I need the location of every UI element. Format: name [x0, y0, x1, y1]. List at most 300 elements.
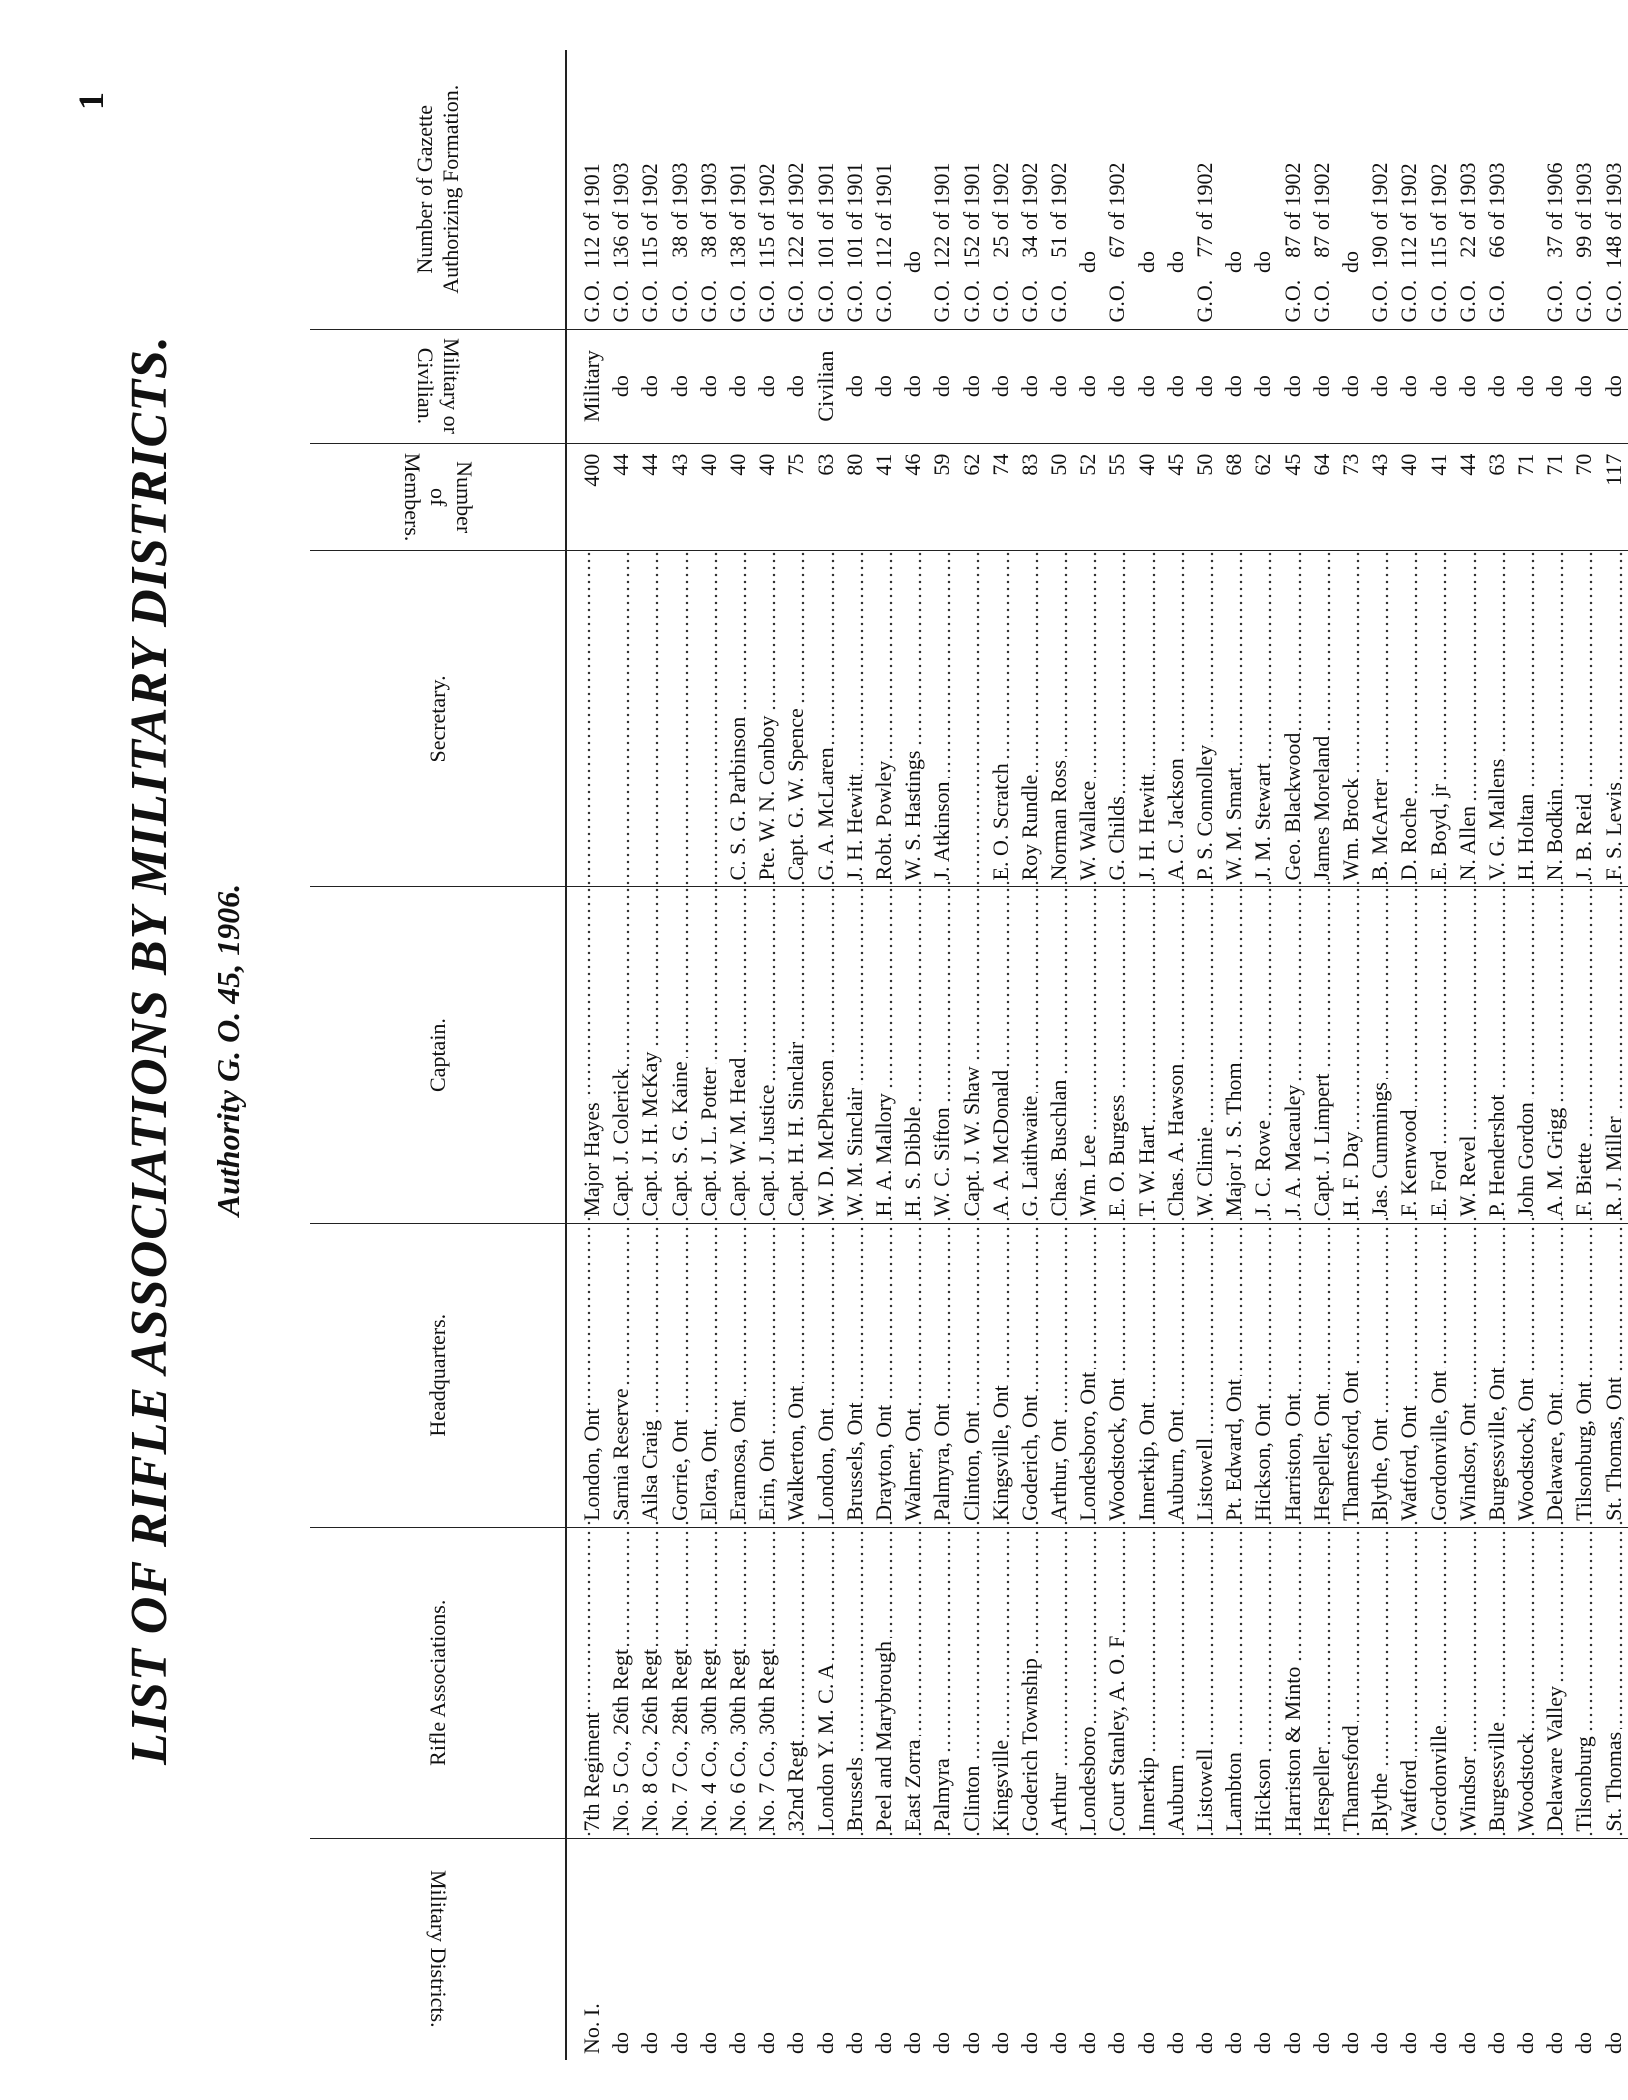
table-row: [1102, 50, 1131, 2060]
members-cell-text: 70: [1571, 453, 1597, 476]
military-civilian-cell: [723, 329, 752, 443]
headquarters-cell-text: London, Ont: [579, 1405, 604, 1520]
headquarters-cell-text: Watford, Ont: [1396, 1402, 1421, 1521]
association-cell: [956, 1527, 985, 1838]
secretary-cell-text: N. Allen: [1455, 803, 1480, 881]
headquarters-cell: [1190, 1223, 1219, 1527]
district-cell: [1569, 1838, 1598, 2060]
headquarters-cell: [956, 1223, 985, 1527]
captain-cell: [723, 887, 752, 1223]
military-civilian-cell-text: do: [666, 375, 692, 398]
secretary-cell-text: James Moreland: [1309, 733, 1334, 881]
members-cell-text: 40: [1396, 453, 1422, 476]
secretary-cell-text: C. S. G. Parbinson: [725, 714, 750, 881]
secretary-cell-text: J. H. Hewitt: [1134, 771, 1159, 880]
members-cell-text: 63: [812, 453, 838, 476]
header-captain: Captain.: [310, 887, 566, 1223]
military-civilian-cell-text: do: [608, 375, 634, 398]
gazette-cell-text: G.O. 190 of 1902: [1367, 162, 1393, 323]
gazette-cell-text: G.O. 148 of 1903: [1600, 162, 1626, 323]
secretary-cell: [840, 551, 869, 887]
military-civilian-cell: [566, 329, 606, 443]
gazette-cell: [1044, 50, 1073, 329]
association-cell-text: Hespeller: [1309, 1744, 1334, 1831]
headquarters-cell-text: Tilsonburg, Ont: [1571, 1379, 1596, 1521]
captain-cell-text: F. Kenwood: [1396, 1107, 1421, 1217]
secretary-cell-text: W. Wallace: [1075, 778, 1100, 881]
district-cell-text: do: [1425, 2032, 1451, 2054]
captain-cell-text: F. Biette: [1571, 1140, 1596, 1217]
members-cell-text: 45: [1279, 453, 1305, 476]
secretary-cell-text: Wm. Brock: [1338, 775, 1363, 881]
captain-cell-text: W. C. Sifton: [929, 1104, 954, 1216]
headquarters-cell: [723, 1223, 752, 1527]
military-civilian-cell: [1015, 329, 1044, 443]
table-row: [1394, 50, 1423, 2060]
headquarters-cell: [1511, 1223, 1540, 1527]
captain-cell-text: J. A. Macauley: [1280, 1082, 1305, 1217]
members-cell: [1540, 443, 1569, 551]
members-cell-text: 73: [1337, 453, 1363, 476]
table-row: [1423, 50, 1452, 2060]
district-cell: [927, 1838, 956, 2060]
secretary-cell-text: Capt. G. W. Spence: [783, 705, 808, 880]
district-cell: [1161, 1838, 1190, 2060]
military-civilian-cell: [1219, 329, 1248, 443]
secretary-cell: [606, 551, 635, 887]
secretary-cell: [1423, 551, 1452, 887]
district-cell: [1453, 1838, 1482, 2060]
gazette-cell-text: G.O. 122 of 1902: [783, 162, 809, 323]
headquarters-cell-text: Drayton, Ont: [871, 1402, 896, 1521]
association-cell: [1102, 1527, 1131, 1838]
headquarters-cell-text: Innerkip, Ont: [1134, 1399, 1159, 1521]
association-cell: [1219, 1527, 1248, 1838]
table-row: [723, 50, 752, 2060]
military-civilian-cell-text: do: [1221, 375, 1247, 398]
secretary-cell: [1132, 551, 1161, 887]
captain-cell: [1190, 887, 1219, 1223]
headquarters-cell: [1248, 1223, 1277, 1527]
captain-cell: [665, 887, 694, 1223]
secretary-cell: [1540, 551, 1569, 887]
gazette-cell: [606, 50, 635, 329]
gazette-cell-text: G.O. 66 of 1903: [1483, 162, 1509, 323]
association-cell-text: Delaware Valley: [1542, 1683, 1567, 1832]
members-cell: [956, 443, 985, 551]
header-headquarters: Headquarters.: [310, 1223, 566, 1527]
gazette-cell-text: G.O. 115 of 1902: [754, 163, 780, 323]
headquarters-cell-text: Pt. Edward, Ont: [1221, 1376, 1246, 1521]
secretary-cell-text: [667, 878, 692, 881]
secretary-cell: [986, 551, 1015, 887]
members-cell-text: 117: [1600, 453, 1626, 486]
military-civilian-cell: [956, 329, 985, 443]
secretary-cell-text: [696, 878, 721, 881]
association-cell: [869, 1527, 898, 1838]
association-cell-text: Londesboro: [1075, 1723, 1100, 1831]
members-cell-text: 68: [1221, 453, 1247, 476]
members-cell-text: 62: [958, 453, 984, 476]
table-row: [1190, 50, 1219, 2060]
headquarters-cell-text: Ailsa Craig: [637, 1417, 662, 1521]
gazette-cell: [635, 50, 664, 329]
association-cell: [1248, 1527, 1277, 1838]
military-civilian-cell: [1365, 329, 1394, 443]
captain-cell: [1511, 887, 1540, 1223]
secretary-cell: [1190, 551, 1219, 887]
association-cell-text: Lambton: [1221, 1749, 1246, 1831]
military-civilian-cell-text: do: [1483, 375, 1509, 398]
headquarters-cell: [869, 1223, 898, 1527]
captain-cell-text: Capt. J. L. Potter: [696, 1064, 721, 1216]
headquarters-cell: [752, 1223, 781, 1527]
table-row: [1248, 50, 1277, 2060]
associations-table-wrap: [310, 50, 1628, 2060]
district-cell-text: do: [1600, 2032, 1626, 2054]
military-civilian-cell-text: do: [725, 375, 751, 398]
captain-cell-text: E. O. Burgess: [1104, 1092, 1129, 1217]
gazette-cell-text: G.O. 87 of 1902: [1279, 162, 1305, 323]
captain-cell-text: Capt. J. Colerick: [608, 1066, 633, 1217]
captain-cell-text: W. Climie: [1192, 1124, 1217, 1217]
military-civilian-cell-text: do: [1133, 375, 1159, 398]
captain-cell: [811, 887, 840, 1223]
secretary-cell: [1365, 551, 1394, 887]
military-civilian-cell-text: do: [987, 375, 1013, 398]
district-cell-text: do: [725, 2032, 751, 2054]
headquarters-cell: [927, 1223, 956, 1527]
members-cell: [1511, 443, 1540, 551]
headquarters-cell-text: Walkerton, Ont: [783, 1383, 808, 1521]
secretary-cell: [1336, 551, 1365, 887]
gazette-cell: [1307, 50, 1336, 329]
table-row: [1482, 50, 1511, 2060]
captain-cell: [635, 887, 664, 1223]
military-civilian-cell: [927, 329, 956, 443]
association-cell-text: Woodstock: [1513, 1730, 1538, 1831]
page-number: 1: [71, 92, 111, 110]
district-cell-text: do: [987, 2032, 1013, 2054]
military-civilian-cell: [1336, 329, 1365, 443]
secretary-cell: [635, 551, 664, 887]
table-row: [665, 50, 694, 2060]
captain-cell-text: T. W. Hart: [1134, 1122, 1159, 1216]
military-civilian-cell: [1132, 329, 1161, 443]
association-cell: [781, 1527, 810, 1838]
headquarters-cell: [1073, 1223, 1102, 1527]
district-cell-text: do: [1542, 2032, 1568, 2054]
table-row: [1161, 50, 1190, 2060]
table-row: [1453, 50, 1482, 2060]
military-civilian-cell: [1423, 329, 1452, 443]
district-cell-text: do: [1104, 2032, 1130, 2054]
members-cell-text: 50: [1192, 453, 1218, 476]
captain-cell-text: E. Ford: [1426, 1148, 1451, 1217]
association-cell: [1307, 1527, 1336, 1838]
members-cell: [1073, 443, 1102, 551]
members-cell-text: 83: [1016, 453, 1042, 476]
gazette-cell-text: G.O. 38 of 1903: [666, 162, 692, 323]
gazette-cell: [811, 50, 840, 329]
association-cell: [898, 1527, 927, 1838]
captain-cell-text: Capt. W. M. Head: [725, 1055, 750, 1217]
military-civilian-cell: [840, 329, 869, 443]
association-cell-text: Burgessville: [1484, 1719, 1509, 1832]
members-cell: [1423, 443, 1452, 551]
gazette-cell: [1511, 50, 1540, 329]
headquarters-cell: [1394, 1223, 1423, 1527]
secretary-cell: [752, 551, 781, 887]
association-cell: [1453, 1527, 1482, 1838]
association-cell: [811, 1527, 840, 1838]
members-cell-text: 41: [870, 453, 896, 476]
captain-cell: [956, 887, 985, 1223]
captain-cell: [1453, 887, 1482, 1223]
page-title: LIST OF RIFLE ASSOCIATIONS BY MILITARY DISTRICTS.: [121, 335, 178, 1765]
secretary-cell-text: F. S. Lewis: [1601, 779, 1626, 880]
secretary-cell-text: E. O. Scratch: [988, 760, 1013, 880]
military-civilian-cell-text: do: [1337, 375, 1363, 398]
military-civilian-cell: [1161, 329, 1190, 443]
military-civilian-cell-text: do: [841, 375, 867, 398]
district-cell-text: do: [1367, 2032, 1393, 2054]
secretary-cell: [1511, 551, 1540, 887]
military-civilian-cell: [781, 329, 810, 443]
military-civilian-cell-text: Military: [579, 350, 605, 423]
headquarters-cell: [840, 1223, 869, 1527]
members-cell-text: 74: [987, 453, 1013, 476]
table-row: [1540, 50, 1569, 2060]
military-civilian-cell: [1482, 329, 1511, 443]
members-cell: [986, 443, 1015, 551]
captain-cell: [869, 887, 898, 1223]
gazette-cell: [1569, 50, 1598, 329]
gazette-cell-text: G.O. 136 of 1903: [608, 162, 634, 323]
gazette-cell-text: do: [1075, 251, 1101, 323]
members-cell: [1569, 443, 1598, 551]
members-cell-text: 46: [900, 453, 926, 476]
headquarters-cell-text: Listowell: [1192, 1435, 1217, 1521]
gazette-cell-text: G.O. 122 of 1901: [929, 162, 955, 323]
captain-cell-text: W. M. Sinclair: [842, 1085, 867, 1217]
secretary-cell: [566, 551, 606, 887]
table-row: [752, 50, 781, 2060]
headquarters-cell-text: Erin, Ont: [754, 1436, 779, 1521]
district-cell: [752, 1838, 781, 2060]
members-cell: [1307, 443, 1336, 551]
military-civilian-cell-text: do: [1367, 375, 1393, 398]
captain-cell-text: R. J. Miller: [1601, 1113, 1626, 1216]
district-cell-text: do: [1162, 2032, 1188, 2054]
secretary-cell: [665, 551, 694, 887]
headquarters-cell-text: Eramosa, Ont: [725, 1397, 750, 1521]
association-cell-text: Innerkip: [1134, 1754, 1159, 1832]
association-cell: [1511, 1527, 1540, 1838]
district-cell-text: do: [1483, 2032, 1509, 2054]
district-cell: [1190, 1838, 1219, 2060]
district-cell: [606, 1838, 635, 2060]
secretary-cell-text: J. Atkinson: [929, 778, 954, 880]
military-civilian-cell-text: do: [783, 375, 809, 398]
military-civilian-cell: [635, 329, 664, 443]
association-cell-text: Arthur: [1046, 1770, 1071, 1832]
military-civilian-cell-text: do: [1308, 375, 1334, 398]
headquarters-cell-text: Blythe, Ont: [1367, 1415, 1392, 1521]
headquarters-cell: [1161, 1223, 1190, 1527]
members-cell-text: 45: [1162, 453, 1188, 476]
gazette-cell-text: G.O. 34 of 1902: [1016, 162, 1042, 323]
captain-cell: [1015, 887, 1044, 1223]
headquarters-cell: [1365, 1223, 1394, 1527]
gazette-cell: [566, 50, 606, 329]
headquarters-cell-text: Sarnia Reserve: [608, 1385, 633, 1521]
table-row: [1569, 50, 1598, 2060]
gazette-cell: [1453, 50, 1482, 329]
captain-cell: [1102, 887, 1131, 1223]
authority-line: Authority G. O. 45, 1906.: [210, 883, 246, 1217]
members-cell-text: 40: [725, 453, 751, 476]
gazette-cell-text: G.O. 22 of 1903: [1454, 162, 1480, 323]
association-cell-text: No. 6 Co., 30th Regt: [725, 1646, 750, 1832]
table-row: [1511, 50, 1540, 2060]
secretary-cell: [1219, 551, 1248, 887]
gazette-cell: [752, 50, 781, 329]
secretary-cell: [1569, 551, 1598, 887]
members-cell-text: 62: [1250, 453, 1276, 476]
secretary-cell-text: W. M. Smart: [1221, 765, 1246, 881]
military-civilian-cell-text: do: [1425, 375, 1451, 398]
header-number-of-members: Number of Members.: [310, 443, 566, 551]
captain-cell: [1219, 887, 1248, 1223]
district-cell-text: do: [1454, 2032, 1480, 2054]
military-civilian-cell: [694, 329, 723, 443]
captain-cell-text: H. S. Dibble: [900, 1104, 925, 1217]
headquarters-cell-text: Woodstock, Ont: [1513, 1375, 1538, 1520]
members-cell-text: 80: [841, 453, 867, 476]
gazette-cell-text: G.O. 138 of 1901: [725, 162, 751, 323]
headquarters-cell-text: London, Ont: [813, 1405, 838, 1520]
captain-cell-text: H. F. Day: [1338, 1129, 1363, 1217]
headquarters-cell: [1015, 1223, 1044, 1527]
captain-cell: [1307, 887, 1336, 1223]
headquarters-cell-text: Clinton, Ont: [959, 1408, 984, 1521]
association-cell: [1015, 1527, 1044, 1838]
secretary-cell: [1161, 551, 1190, 887]
secretary-cell: [1102, 551, 1131, 887]
association-cell: [665, 1527, 694, 1838]
captain-cell: [927, 887, 956, 1223]
members-cell-text: 63: [1483, 453, 1509, 476]
captain-cell-text: Capt. J. Limpert: [1309, 1071, 1334, 1217]
header-gazette: Number of Gazette Authorizing Formation.: [310, 50, 566, 329]
district-cell: [1132, 1838, 1161, 2060]
district-cell: [1278, 1838, 1307, 2060]
captain-cell-text: J. C. Rowe: [1250, 1117, 1275, 1217]
district-cell: [898, 1838, 927, 2060]
military-civilian-cell: [752, 329, 781, 443]
header-rifle-associations: Rifle Associations.: [310, 1527, 566, 1838]
district-cell: [1073, 1838, 1102, 2060]
captain-cell: [566, 887, 606, 1223]
members-cell-text: 59: [929, 453, 955, 476]
headquarters-cell: [1219, 1223, 1248, 1527]
headquarters-cell-text: Burgessville, Ont: [1484, 1364, 1509, 1521]
military-civilian-cell-text: do: [1542, 375, 1568, 398]
military-civilian-cell-text: do: [900, 375, 926, 398]
gazette-cell: [1190, 50, 1219, 329]
secretary-cell: [1599, 551, 1628, 887]
headquarters-cell-text: Elora, Ont: [696, 1426, 721, 1521]
headquarters-cell: [694, 1223, 723, 1527]
district-cell: [1599, 1838, 1628, 2060]
association-cell: [1336, 1527, 1365, 1838]
headquarters-cell-text: Windsor, Ont: [1455, 1400, 1480, 1521]
headquarters-cell: [781, 1223, 810, 1527]
members-cell-text: 40: [1133, 453, 1159, 476]
district-cell: [1307, 1838, 1336, 2060]
secretary-cell: [956, 551, 985, 887]
secretary-cell: [869, 551, 898, 887]
headquarters-cell-text: Hickson, Ont: [1250, 1401, 1275, 1521]
headquarters-cell: [566, 1223, 606, 1527]
gazette-cell: [956, 50, 985, 329]
headquarters-cell-text: St. Thomas, Ont: [1601, 1374, 1626, 1521]
military-civilian-cell-text: do: [1396, 375, 1422, 398]
secretary-cell-text: Geo. Blackwood: [1280, 730, 1305, 881]
headquarters-cell-text: Delaware, Ont: [1542, 1390, 1567, 1521]
gazette-cell-text: G.O. 51 of 1902: [1046, 162, 1072, 323]
gazette-cell: [1219, 50, 1248, 329]
association-cell: [723, 1527, 752, 1838]
gazette-cell: [1365, 50, 1394, 329]
headquarters-cell: [1132, 1223, 1161, 1527]
association-cell: [1540, 1527, 1569, 1838]
district-cell-text: No. I.: [579, 2003, 605, 2054]
header-secretary: Secretary.: [310, 551, 566, 887]
district-cell-text: do: [1513, 2032, 1539, 2054]
association-cell: [1190, 1527, 1219, 1838]
secretary-cell: [927, 551, 956, 887]
association-cell-text: Kingsville: [988, 1737, 1013, 1832]
district-cell-text: do: [1337, 2032, 1363, 2054]
military-civilian-cell: [1278, 329, 1307, 443]
captain-cell-text: Chas. A. Hawson: [1163, 1061, 1188, 1217]
headquarters-cell: [1423, 1223, 1452, 1527]
association-cell: [635, 1527, 664, 1838]
table-row: [606, 50, 635, 2060]
members-cell: [1394, 443, 1423, 551]
district-cell-text: do: [695, 2032, 721, 2054]
association-cell: [566, 1527, 606, 1838]
district-cell-text: do: [841, 2032, 867, 2054]
members-cell: [635, 443, 664, 551]
association-cell-text: St. Thomas: [1601, 1729, 1626, 1832]
military-civilian-cell: [1073, 329, 1102, 443]
gazette-cell: [781, 50, 810, 329]
district-cell: [723, 1838, 752, 2060]
district-cell-text: do: [1192, 2032, 1218, 2054]
military-civilian-cell-text: do: [1075, 375, 1101, 398]
military-civilian-cell-text: Civilian: [812, 350, 838, 422]
gazette-cell: [986, 50, 1015, 329]
gazette-cell-text: do: [1221, 251, 1247, 323]
members-cell-text: 40: [754, 453, 780, 476]
captain-cell: [1161, 887, 1190, 1223]
members-cell: [811, 443, 840, 551]
captain-cell: [1599, 887, 1628, 1223]
headquarters-cell: [1336, 1223, 1365, 1527]
